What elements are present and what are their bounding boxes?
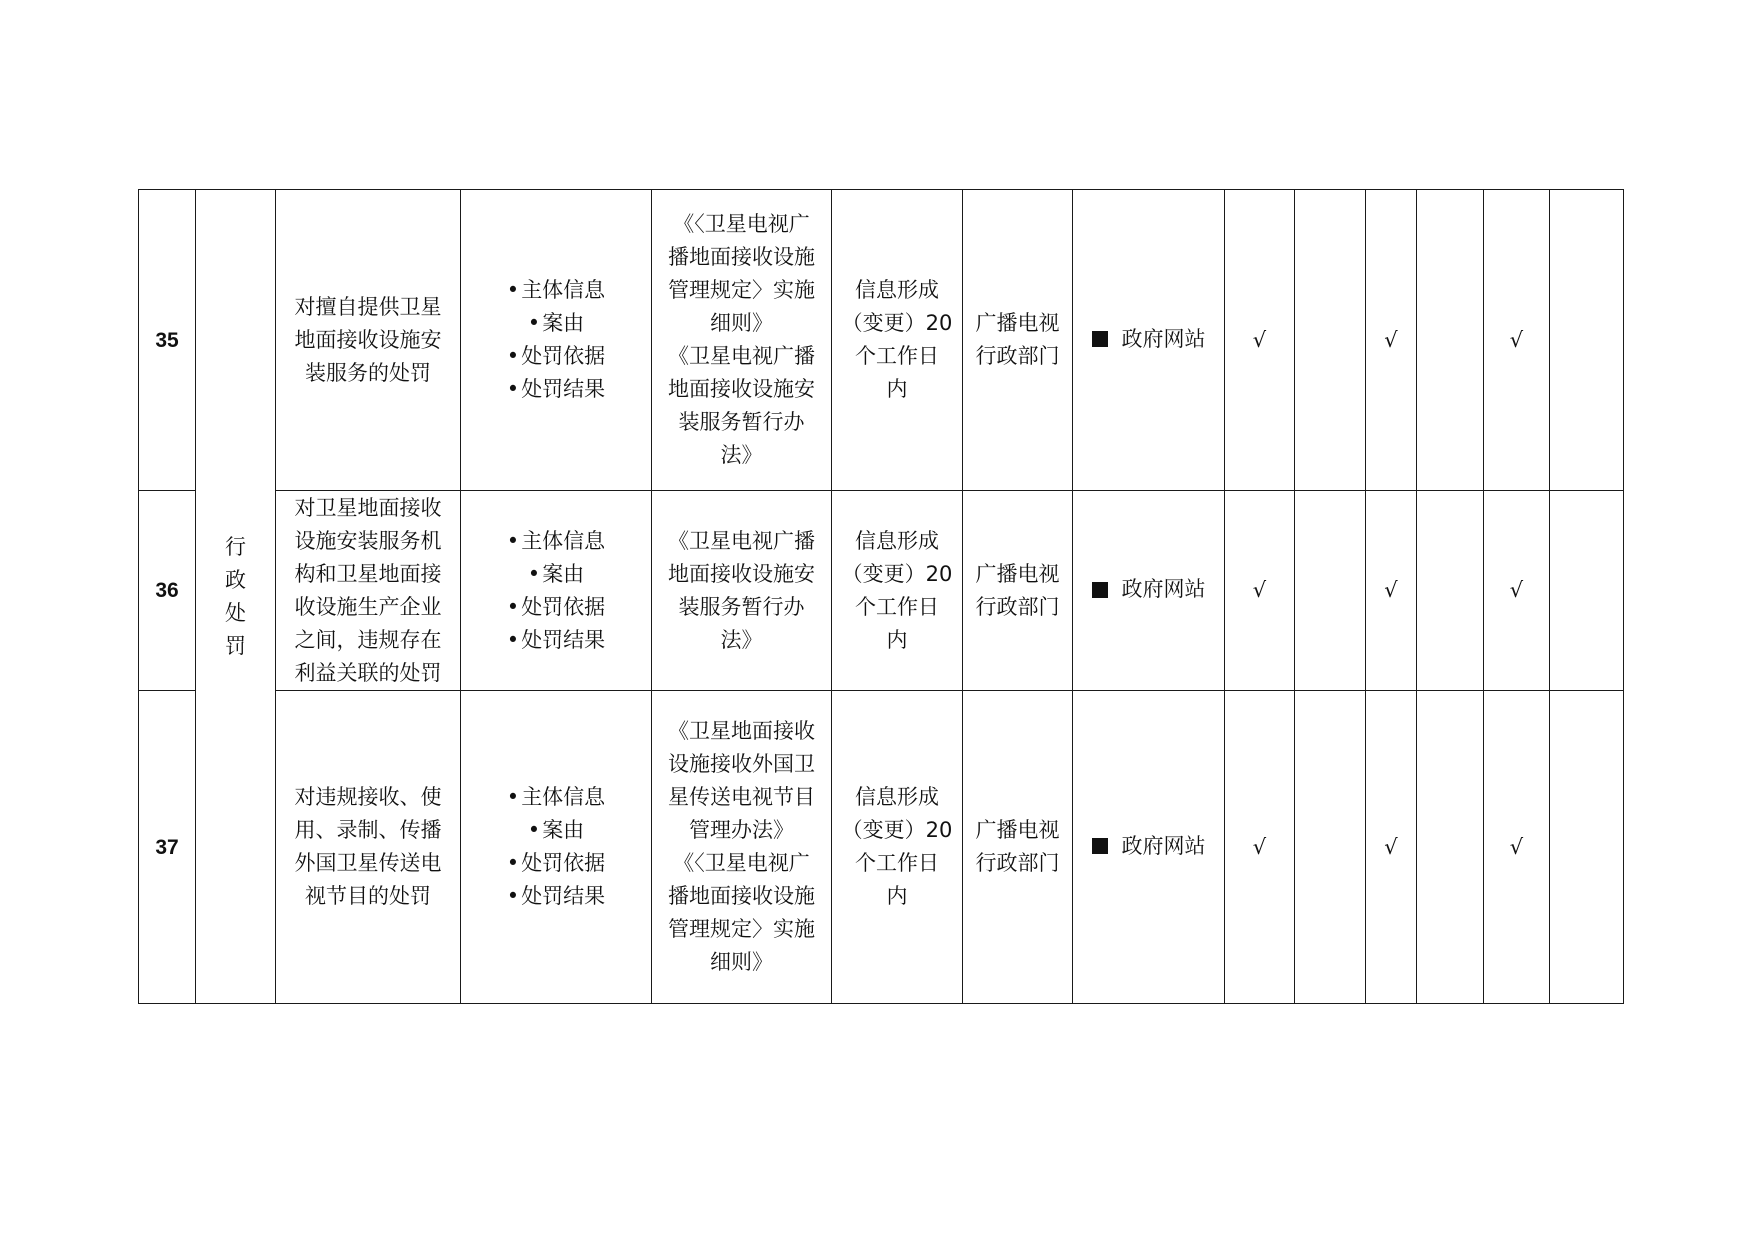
deadline-line: 个工作日 — [855, 594, 939, 619]
content-cell — [461, 190, 652, 491]
item-name-line: 利益关联的处罚 — [294, 660, 442, 685]
mark-cell — [1417, 691, 1484, 1004]
subject-line: 广播电视 — [975, 561, 1060, 586]
basis-line: 《卫星地面接收 — [668, 719, 815, 743]
deadline-line: 信息形成 — [855, 785, 939, 809]
item-name-line: 对卫星地面接收 — [294, 495, 442, 520]
content-item: • 处罚依据 — [465, 591, 647, 624]
category-char: 行 — [225, 534, 246, 559]
item-name-line: 构和卫星地面接 — [294, 561, 442, 586]
item-name-line: 之间，违规存在 — [294, 627, 442, 652]
filled-square-icon — [1092, 582, 1108, 598]
deadline-line: 个工作日 — [855, 851, 939, 875]
deadline-cell — [832, 491, 963, 691]
subject-cell — [963, 190, 1073, 491]
mark-cell: √ — [1366, 691, 1417, 1004]
content-item: • 处罚结果 — [465, 624, 647, 657]
basis-line: 管理规定〉实施 — [668, 917, 815, 941]
disclosure-table — [138, 189, 1624, 1004]
content-item: • 处罚结果 — [465, 880, 647, 913]
channel-label: 政府网站 — [1121, 833, 1206, 858]
row-number: 35 — [139, 190, 196, 491]
basis-line: 地面接收设施安 — [668, 561, 815, 586]
deadline-line: 内 — [886, 377, 908, 401]
mark-cell — [1550, 190, 1624, 491]
category-char: 政 — [225, 567, 246, 592]
mark-cell: √ — [1225, 691, 1295, 1004]
item-name-line: 装服务的处罚 — [305, 360, 431, 385]
item-name-line: 设施安装服务机 — [294, 528, 442, 553]
basis-line: 法》 — [720, 443, 763, 467]
mark-cell: √ — [1366, 190, 1417, 491]
basis-line: 播地面接收设施 — [668, 245, 815, 269]
mark-cell: √ — [1484, 190, 1550, 491]
category-char: 处 — [225, 600, 246, 625]
content-item: • 案由 — [465, 814, 647, 847]
item-name-line: 地面接收设施安 — [294, 327, 442, 352]
channel-label: 政府网站 — [1121, 577, 1206, 602]
item-name-line: 用、录制、传播 — [294, 818, 442, 842]
basis-line: 地面接收设施安 — [668, 377, 815, 401]
basis-line: 法》 — [720, 627, 763, 652]
filled-square-icon — [1092, 331, 1108, 347]
basis-line: 管理办法》 — [689, 818, 794, 842]
deadline-line: （变更）20 — [841, 818, 953, 842]
deadline-cell — [832, 190, 963, 491]
mark-cell: √ — [1366, 491, 1417, 691]
mark-cell — [1417, 491, 1484, 691]
content-cell — [461, 691, 652, 1004]
item-name-cell — [276, 491, 461, 691]
item-name-line: 对违规接收、使 — [294, 785, 442, 809]
basis-line: 《卫星电视广播 — [668, 528, 815, 553]
channel-cell — [1073, 190, 1225, 491]
basis-line: 《卫星电视广播 — [668, 344, 815, 368]
channel-cell — [1073, 691, 1225, 1004]
mark-cell — [1550, 691, 1624, 1004]
content-item: • 主体信息 — [465, 525, 647, 558]
mark-cell — [1295, 691, 1366, 1004]
content-item: • 处罚依据 — [465, 847, 647, 880]
basis-line: 《〈卫星电视广 — [673, 851, 810, 875]
row-number: 37 — [139, 691, 196, 1004]
subject-cell — [963, 491, 1073, 691]
content-item: • 处罚依据 — [465, 340, 647, 373]
category-char: 罚 — [225, 633, 246, 658]
item-name-cell — [276, 691, 461, 1004]
content-cell — [461, 491, 652, 691]
subject-line: 行政部门 — [975, 851, 1060, 875]
deadline-line: 内 — [886, 627, 908, 652]
mark-cell — [1295, 190, 1366, 491]
mark-cell — [1295, 491, 1366, 691]
deadline-line: 信息形成 — [855, 278, 939, 302]
filled-square-icon — [1092, 838, 1108, 854]
deadline-line: 个工作日 — [855, 344, 939, 368]
deadline-line: （变更）20 — [841, 311, 953, 335]
item-name-line: 收设施生产企业 — [294, 594, 442, 619]
deadline-cell — [832, 691, 963, 1004]
content-item: • 案由 — [465, 558, 647, 591]
mark-cell: √ — [1225, 190, 1295, 491]
row-number: 36 — [139, 491, 196, 691]
mark-cell: √ — [1225, 491, 1295, 691]
deadline-line: 内 — [886, 884, 908, 908]
basis-cell — [652, 691, 832, 1004]
content-item: • 主体信息 — [465, 781, 647, 814]
subject-line: 行政部门 — [975, 344, 1060, 368]
subject-cell — [963, 691, 1073, 1004]
basis-line: 星传送电视节目 — [668, 785, 815, 809]
basis-line: 管理规定〉实施 — [668, 278, 815, 302]
item-name-line: 对擅自提供卫星 — [294, 294, 442, 319]
subject-line: 广播电视 — [975, 311, 1060, 335]
basis-line: 细则》 — [710, 950, 773, 974]
basis-line: 装服务暂行办 — [678, 594, 805, 619]
basis-line: 设施接收外国卫 — [668, 752, 815, 776]
category-cell — [196, 190, 276, 1004]
item-name-line: 视节目的处罚 — [305, 884, 431, 908]
item-name-cell — [276, 190, 461, 491]
channel-cell — [1073, 491, 1225, 691]
content-item: • 处罚结果 — [465, 373, 647, 406]
mark-cell — [1417, 190, 1484, 491]
content-item: • 主体信息 — [465, 274, 647, 307]
deadline-line: （变更）20 — [841, 561, 953, 586]
basis-cell — [652, 491, 832, 691]
basis-cell — [652, 190, 832, 491]
basis-line: 装服务暂行办 — [678, 410, 805, 434]
deadline-line: 信息形成 — [855, 528, 939, 553]
basis-line: 《〈卫星电视广 — [673, 212, 810, 236]
channel-label: 政府网站 — [1121, 326, 1206, 351]
mark-cell — [1550, 491, 1624, 691]
subject-line: 广播电视 — [975, 818, 1060, 842]
mark-cell: √ — [1484, 691, 1550, 1004]
table-row — [139, 190, 1624, 491]
basis-line: 播地面接收设施 — [668, 884, 815, 908]
content-item: • 案由 — [465, 307, 647, 340]
table-row — [139, 491, 1624, 691]
subject-line: 行政部门 — [975, 594, 1060, 619]
table-row — [139, 691, 1624, 1004]
mark-cell: √ — [1484, 491, 1550, 691]
item-name-line: 外国卫星传送电 — [294, 851, 442, 875]
basis-line: 细则》 — [710, 311, 773, 335]
